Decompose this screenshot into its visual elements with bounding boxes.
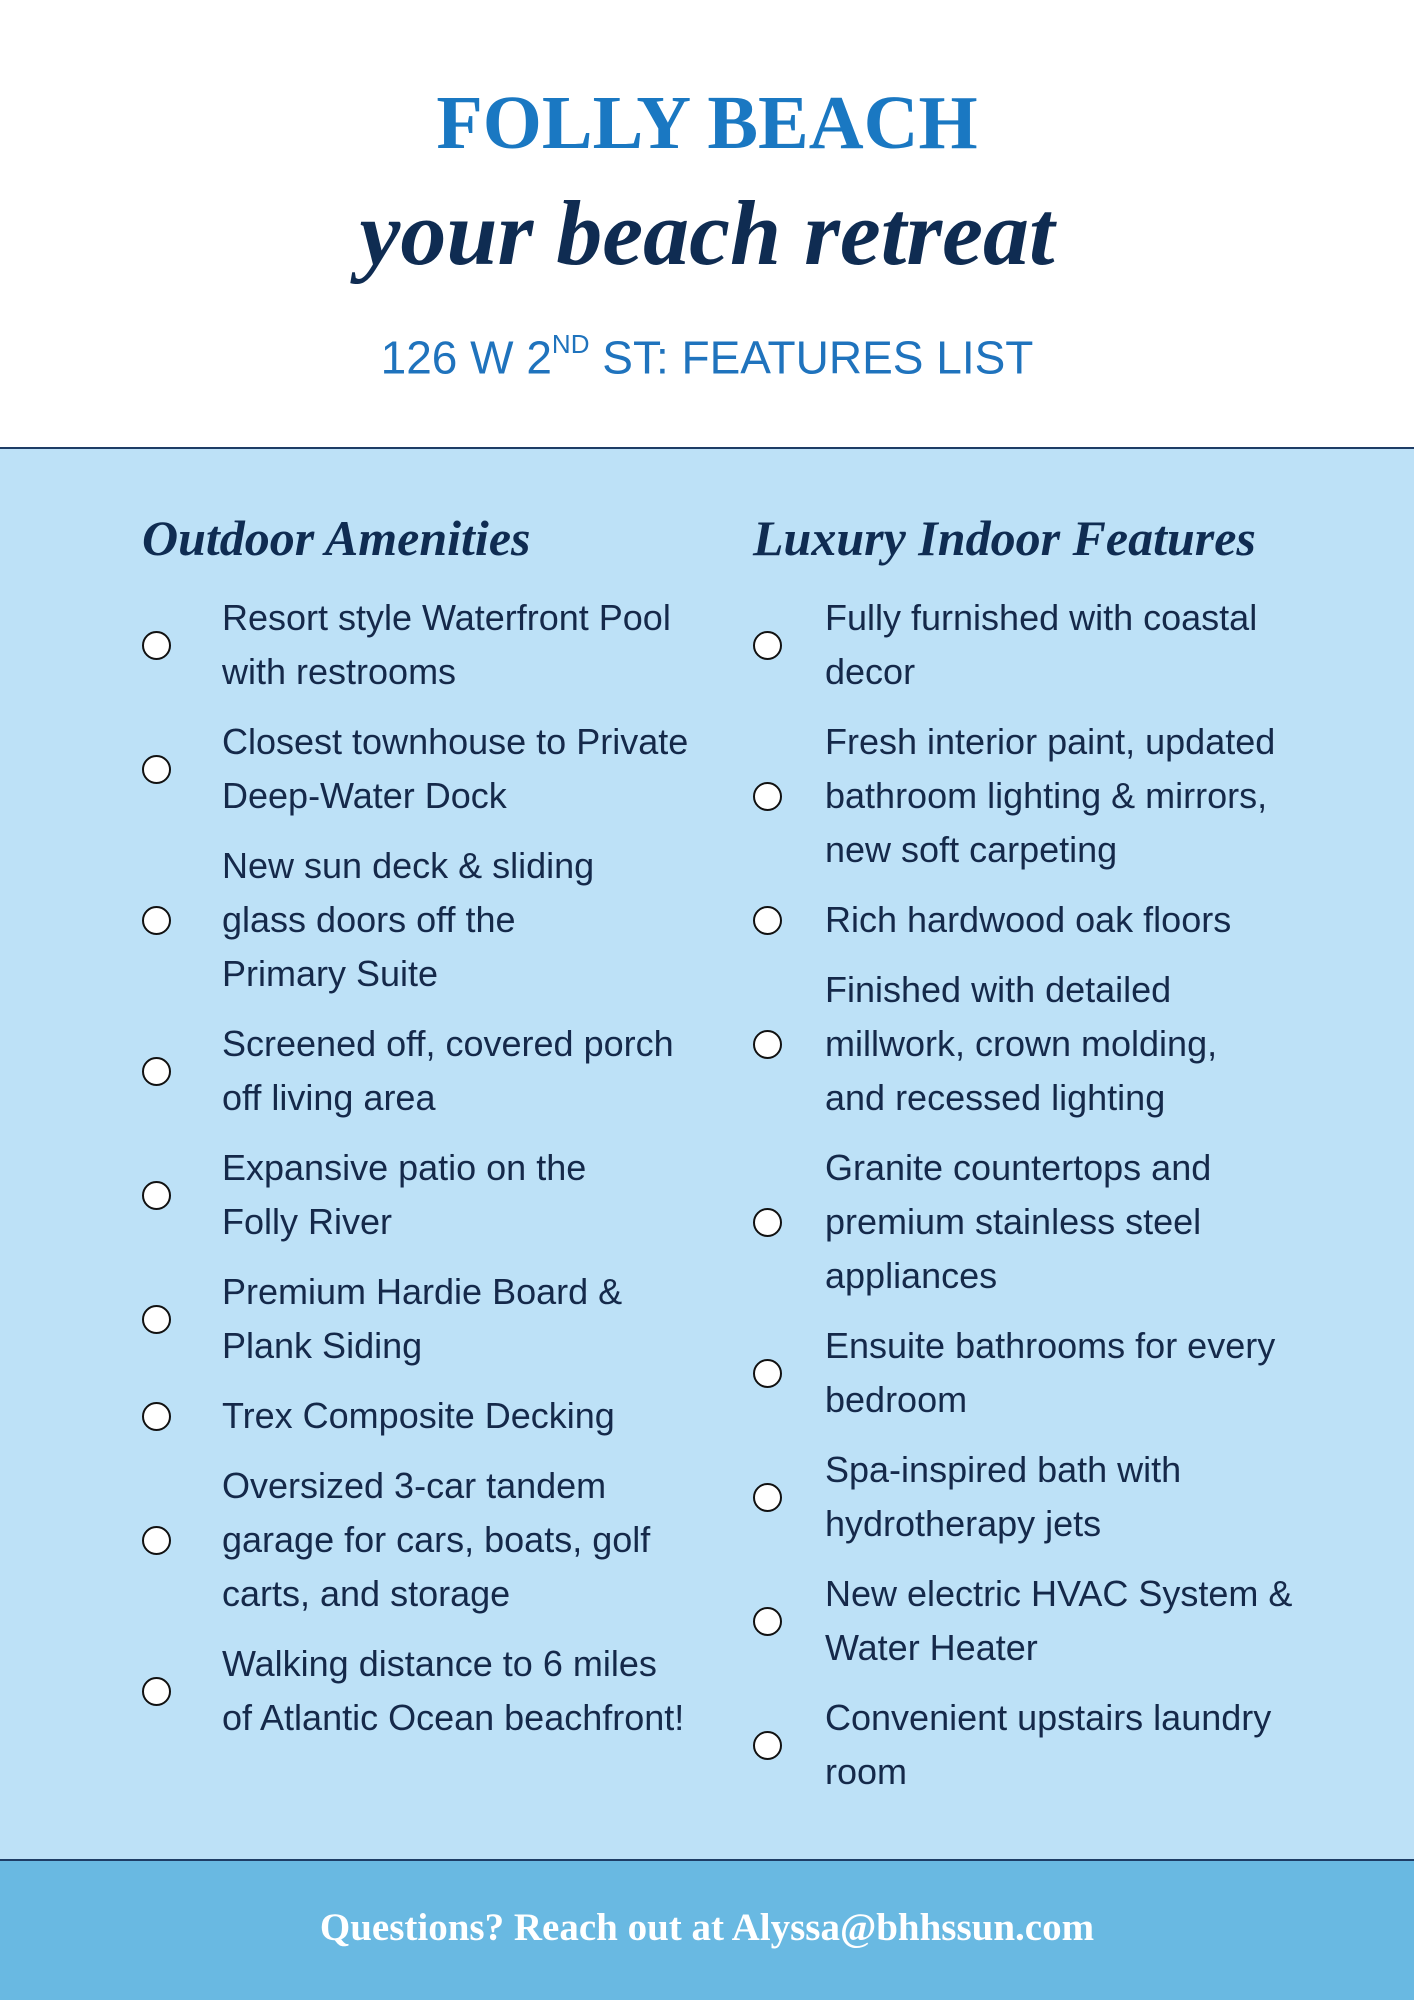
radio-circle-icon[interactable]	[753, 1030, 782, 1059]
radio-circle-icon[interactable]	[142, 1677, 171, 1706]
tagline: your beach retreat	[359, 182, 1055, 284]
indoor-list	[753, 591, 1293, 1815]
indoor-item[interactable]: Fully furnished with coastal decor	[753, 591, 1293, 699]
outdoor-item[interactable]: Trex Composite Decking	[142, 1389, 722, 1443]
indoor-title: Luxury Indoor Features	[753, 510, 1256, 566]
outdoor-item[interactable]: Resort style Waterfront Pool with restrooms	[142, 591, 722, 699]
address-prefix: 126 W 2	[380, 331, 552, 384]
address-superscript: ND	[551, 329, 590, 359]
radio-circle-icon[interactable]	[753, 906, 782, 935]
header	[0, 0, 1414, 447]
radio-circle-icon[interactable]	[142, 1526, 171, 1555]
footer	[0, 1861, 1414, 2000]
indoor-item[interactable]: Convenient upstairs laundry room	[753, 1691, 1293, 1799]
radio-circle-icon[interactable]	[753, 1483, 782, 1512]
outdoor-list	[142, 591, 722, 1761]
indoor-item[interactable]: Finished with detailed millwork, crown molding, and recessed lighting	[753, 963, 1293, 1125]
radio-circle-icon[interactable]	[142, 755, 171, 784]
indoor-item[interactable]: New electric HVAC System & Water Heater	[753, 1567, 1293, 1675]
radio-circle-icon[interactable]	[142, 1181, 171, 1210]
radio-circle-icon[interactable]	[753, 782, 782, 811]
contact-text: Questions? Reach out at Alyssa@bhhssun.com	[319, 1906, 1095, 1949]
radio-circle-icon[interactable]	[753, 1607, 782, 1636]
outdoor-item[interactable]: Premium Hardie Board & Plank Siding	[142, 1265, 722, 1373]
outdoor-item[interactable]: Walking distance to 6 miles of Atlantic Ocean beachfront!	[142, 1637, 722, 1745]
radio-circle-icon[interactable]	[753, 1208, 782, 1237]
outdoor-item[interactable]: Screened off, covered porch off living area	[142, 1017, 722, 1125]
radio-circle-icon[interactable]	[753, 1359, 782, 1388]
features-section	[0, 449, 1414, 1859]
outdoor-item[interactable]: Expansive patio on the Folly River	[142, 1141, 722, 1249]
address-heading	[0, 318, 1414, 387]
outdoor-item[interactable]: New sun deck & sliding glass doors off the Primary Suite	[142, 839, 722, 1001]
indoor-item[interactable]: Ensuite bathrooms for every bedroom	[753, 1319, 1293, 1427]
outdoor-item[interactable]: Closest townhouse to Private Deep-Water Dock	[142, 715, 722, 823]
indoor-item[interactable]: Fresh interior paint, updated bathroom lighting & mirrors, new soft carpeting	[753, 715, 1293, 877]
outdoor-title: Outdoor Amenities	[142, 510, 531, 566]
page-title: FOLLY BEACH	[436, 81, 978, 165]
indoor-item[interactable]: Rich hardwood oak floors	[753, 893, 1293, 947]
radio-circle-icon[interactable]	[142, 1305, 171, 1334]
radio-circle-icon[interactable]	[142, 1402, 171, 1431]
indoor-item[interactable]: Spa-inspired bath with hydrotherapy jets	[753, 1443, 1293, 1551]
indoor-item[interactable]: Granite countertops and premium stainless steel appliances	[753, 1141, 1293, 1303]
radio-circle-icon[interactable]	[142, 631, 171, 660]
radio-circle-icon[interactable]	[753, 1731, 782, 1760]
outdoor-item[interactable]: Oversized 3-car tandem garage for cars, boats, golf carts, and storage	[142, 1459, 722, 1621]
radio-circle-icon[interactable]	[142, 906, 171, 935]
address-suffix: ST: FEATURES LIST	[589, 331, 1034, 384]
radio-circle-icon[interactable]	[142, 1057, 171, 1086]
radio-circle-icon[interactable]	[753, 631, 782, 660]
